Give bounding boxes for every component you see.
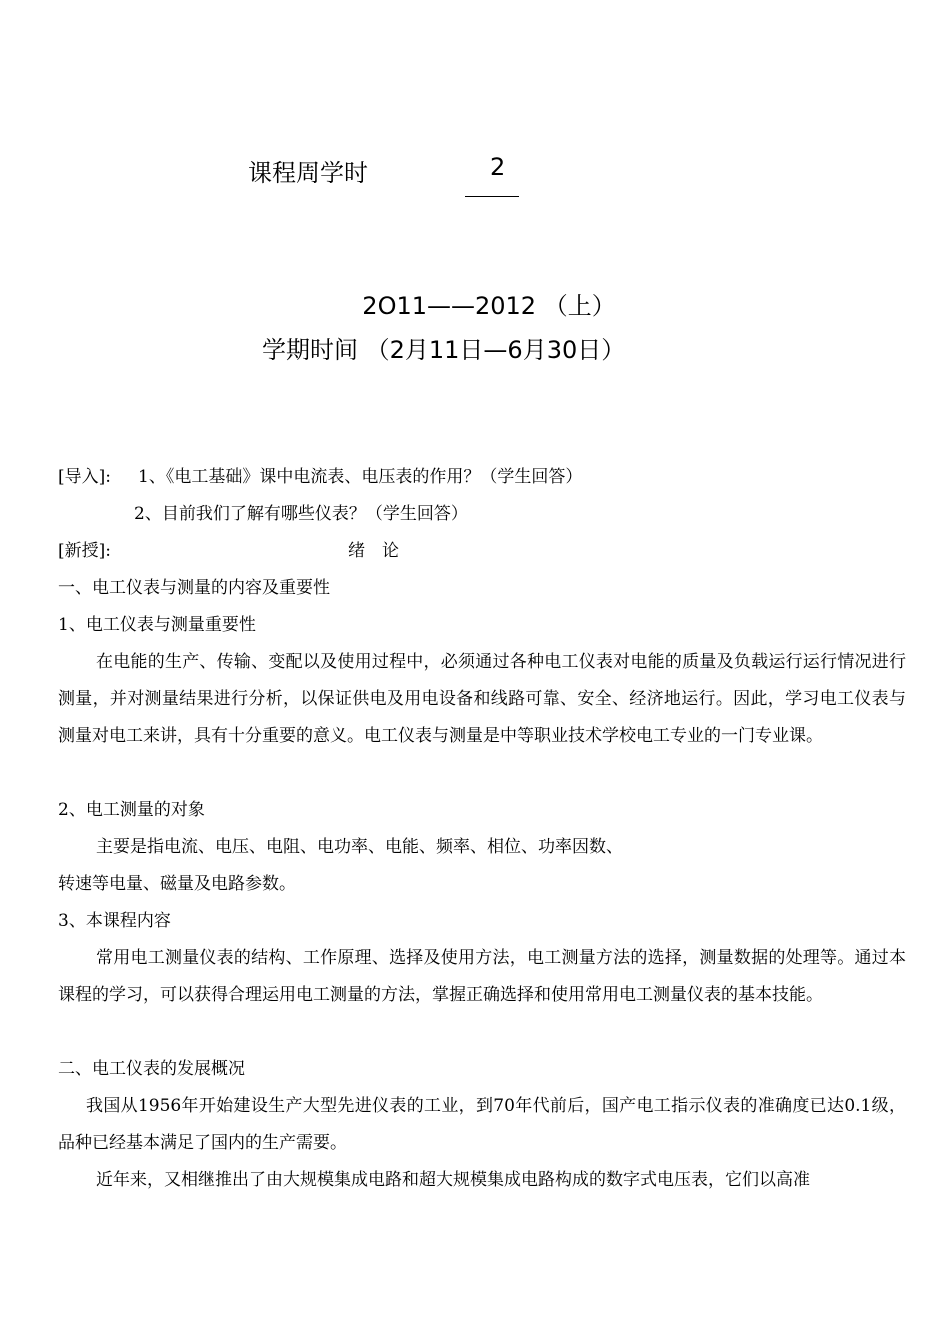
new-lesson-label: [新授]: bbox=[58, 541, 111, 561]
section-1-2-heading: 2、电工测量的对象 bbox=[58, 800, 205, 820]
intro-label: [导入]: bbox=[58, 467, 111, 487]
section-1-3-body: 常用电工测量仪表的结构、工作原理、选择及使用方法，电工测量方法的选择，测量数据的处理等。通过本课程的学习，可以获得合理运用电工测量的方法，掌握正确选择和使用常用电工测量仪表的基本技能。 bbox=[58, 948, 906, 1005]
section-1-heading: 一、电工仪表与测量的内容及重要性 bbox=[58, 578, 330, 598]
section-1-2-body-line-1: 主要是指电流、电压、电阻、电功率、电能、频率、相位、功率因数、 bbox=[96, 837, 623, 857]
section-1-1-body: 在电能的生产、传输、变配以及使用过程中，必须通过各种电工仪表对电能的质量及负载运行运行情况进行测量，并对测量结果进行分析，以保证供电及用电设备和线路可靠、安全、经济地运行。因此，学习电工仪表与测量对电工来讲，具有十分重要的意义。电工仪表与测量是中等职业技术学校电工专业的一门专业课。 bbox=[58, 652, 906, 746]
hours-underline bbox=[465, 196, 519, 197]
intro-question-2: 2、目前我们了解有哪些仪表？（学生回答） bbox=[134, 504, 468, 524]
section-2-body-2: 近年来，又相继推出了由大规模集成电路和超大规模集成电路构成的数字式电压表，它们以高准 bbox=[96, 1170, 810, 1190]
academic-year: 2O11——2012 （上） bbox=[362, 292, 616, 320]
section-1-2-body-line-2: 转速等电量、磁量及电路参数。 bbox=[58, 874, 296, 894]
section-1-1-heading: 1、电工仪表与测量重要性 bbox=[58, 615, 256, 635]
intro-question-1: 1、《电工基础》课中电流表、电压表的作用？（学生回答） bbox=[138, 467, 583, 487]
course-weekly-hours-value: 2 bbox=[490, 153, 506, 181]
course-weekly-hours-label: 课程周学时 bbox=[248, 159, 368, 187]
lesson-title: 绪 论 bbox=[348, 541, 399, 561]
section-2-body-1: 我国从1956年开始建设生产大型先进仪表的工业，到70年代前后，国产电工指示仪表的准确度已达0.1级，品种已经基本满足了国内的生产需要。 bbox=[58, 1096, 906, 1153]
section-1-3-heading: 3、本课程内容 bbox=[58, 911, 171, 931]
section-2-heading: 二、电工仪表的发展概况 bbox=[58, 1059, 245, 1079]
term-dates: 学期时间 （2月11日—6月30日） bbox=[262, 336, 626, 364]
